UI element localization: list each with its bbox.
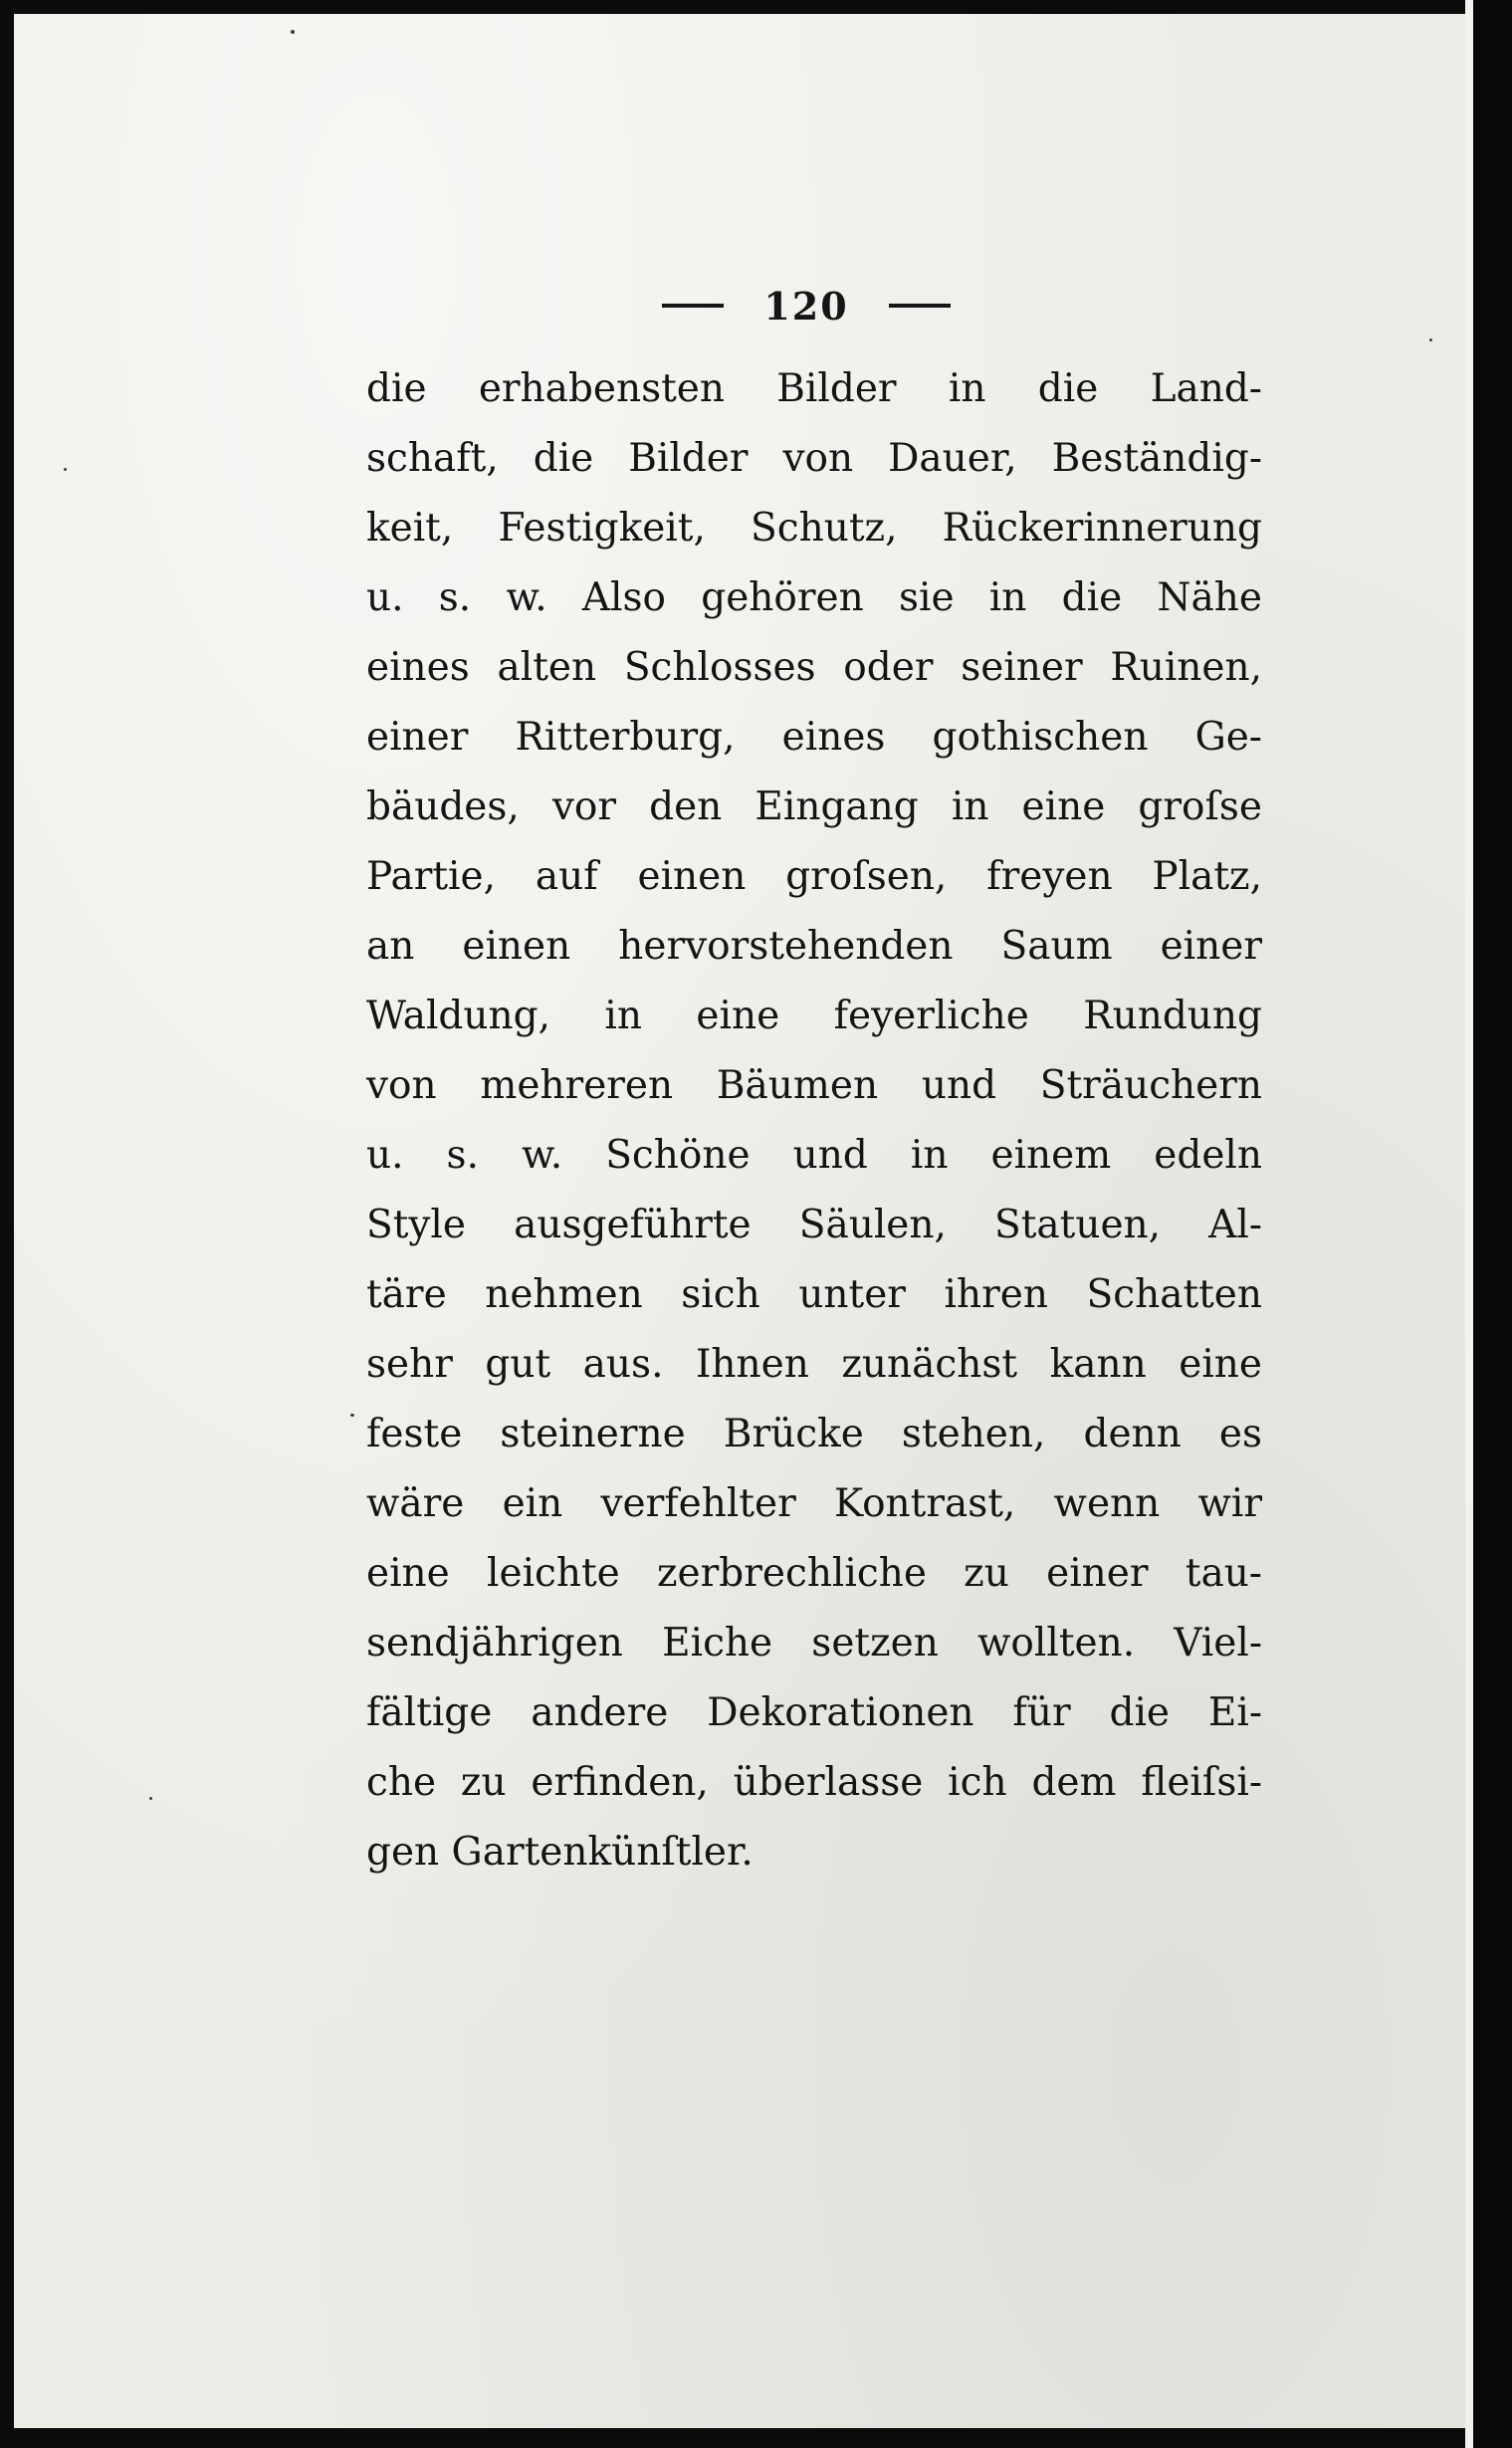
paper-speck xyxy=(64,468,67,471)
page-number: 120 xyxy=(763,283,849,329)
paper-speck xyxy=(350,1414,354,1417)
paper-speck xyxy=(149,1797,152,1800)
text-line: an einen hervorstehenden Saum einer xyxy=(366,924,1262,969)
text-line: Partie, auf einen groſsen, freyen Platz, xyxy=(366,854,1262,899)
text-line: eine leichte zerbrechliche zu einer tau- xyxy=(366,1551,1262,1596)
text-line: keit, Festigkeit, Schutz, Rückerinnerung xyxy=(366,506,1262,551)
text-line: u. s. w. Also gehören sie in die Nähe xyxy=(366,575,1262,620)
text-line: einer Ritterburg, eines gothischen Ge- xyxy=(366,715,1262,760)
text-line: sehr gut aus. Ihnen zunächst kann eine xyxy=(366,1342,1262,1387)
header-dash-left xyxy=(662,304,724,308)
scan-border xyxy=(1473,0,1512,2448)
paper-speck xyxy=(291,30,295,34)
text-line: täre nehmen sich unter ihren Schatten xyxy=(366,1272,1262,1317)
paper-speck xyxy=(1429,338,1432,341)
text-line: sendjährigen Eiche setzen wollten. Viel- xyxy=(366,1621,1262,1666)
text-line: Style ausgeführte Säulen, Statuen, Al- xyxy=(366,1203,1262,1247)
text-line: che zu erfinden, überlasse ich dem fleiſsi- xyxy=(366,1760,1262,1805)
text-line: schaft, die Bilder von Dauer, Beständig- xyxy=(366,436,1262,481)
text-line: bäudes, vor den Eingang in eine groſse xyxy=(366,784,1262,829)
text-line: fältige andere Dekorationen für die Ei- xyxy=(366,1690,1262,1735)
text-line: wäre ein verfehlter Kontrast, wenn wir xyxy=(366,1481,1262,1526)
body-text xyxy=(366,354,1262,1888)
text-line: u. s. w. Schöne und in einem edeln xyxy=(366,1133,1262,1178)
header-dash-right xyxy=(889,304,951,308)
text-line: Waldung, in eine feyerliche Rundung xyxy=(366,994,1262,1038)
text-line: von mehreren Bäumen und Sträuchern xyxy=(366,1063,1262,1108)
text-line: feste steinerne Brücke stehen, denn es xyxy=(366,1412,1262,1456)
text-line: eines alten Schlosses oder seiner Ruinen, xyxy=(366,645,1262,690)
text-line: gen Gartenkünſtler. xyxy=(366,1830,754,1875)
text-line: die erhabensten Bilder in die Land- xyxy=(366,366,1262,411)
page-edge xyxy=(1465,0,1473,2448)
page-header xyxy=(597,271,1015,340)
